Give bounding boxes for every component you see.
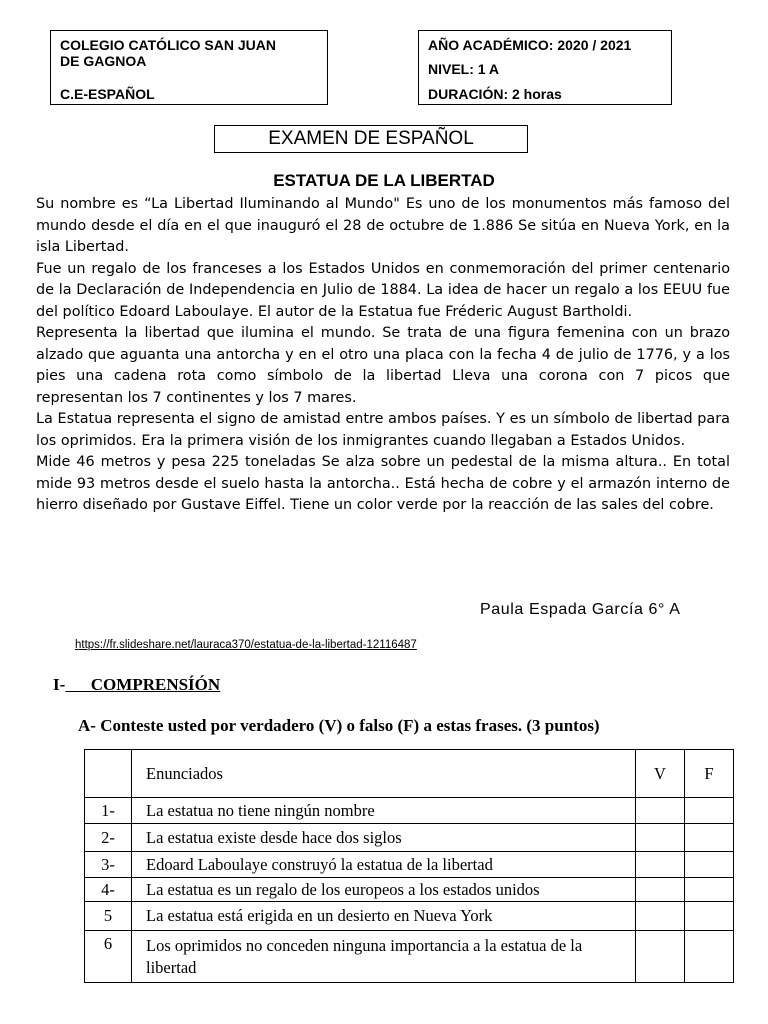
exam-info-box bbox=[418, 30, 672, 105]
answer-f-cell[interactable] bbox=[685, 824, 734, 852]
table-row bbox=[85, 931, 734, 983]
passage-paragraph: Fue un regalo de los franceses a los Estados Unidos en conmemoración del primer centenario de la Declaración de Independencia en Julio de 1884. La idea de hacer un regalo a los EEUU fue del político Edoard Laboulaye. El autor de la Estatua fue Fréderic August Bartholdi. bbox=[36, 260, 730, 320]
row-statement: La estatua no tiene ningún nombre bbox=[132, 798, 636, 824]
exam-title: EXAMEN DE ESPAÑOL bbox=[214, 125, 528, 153]
row-number: 2- bbox=[85, 824, 132, 852]
reading-title: ESTATUA DE LA LIBERTAD bbox=[273, 171, 495, 190]
row-statement: Los oprimidos no conceden ninguna importancia a la estatua de la libertad bbox=[132, 931, 636, 983]
row-number: 1- bbox=[85, 798, 132, 824]
answer-v-cell[interactable] bbox=[636, 852, 685, 878]
passage-paragraph: Su nombre es “La Libertad Iluminando al Mundo" Es uno de los monumentos más famoso del mundo desde el día en el que inauguró el 28 de octubre de 1.886 Se sitúa en Nueva York, en la isla Libertad. bbox=[36, 196, 730, 255]
school-name-line2: DE GAGNOA bbox=[60, 53, 147, 69]
section-number: I- bbox=[53, 675, 66, 694]
header-f: F bbox=[685, 750, 734, 798]
answer-v-cell[interactable] bbox=[636, 824, 685, 852]
answer-v-cell[interactable] bbox=[636, 878, 685, 902]
header-number-cell bbox=[85, 750, 132, 798]
table-row bbox=[85, 852, 734, 878]
passage-paragraph: Mide 46 metros y pesa 225 toneladas Se alza sobre un pedestal de la misma altura.. En total mide 93 metros desde el suelo hasta la antorcha.. Está hecha de cobre y el armazón interno de hierro diseñado por Gustave Eiffel. Tiene un color verde por la reacción de las sales del cobre. bbox=[36, 454, 730, 513]
row-number: 5 bbox=[85, 902, 132, 931]
table-row bbox=[85, 878, 734, 902]
row-statement: Edoard Laboulaye construyó la estatua de la libertad bbox=[132, 852, 636, 878]
exercise-instruction: A- Conteste usted por verdadero (V) o falso (F) a estas frases. (3 puntos) bbox=[78, 716, 600, 735]
section-heading bbox=[53, 675, 220, 695]
duration: DURACIÓN: 2 horas bbox=[428, 86, 562, 102]
school-name-line1: COLEGIO CATÓLICO SAN JUAN bbox=[60, 37, 276, 53]
answer-v-cell[interactable] bbox=[636, 798, 685, 824]
table-row bbox=[85, 902, 734, 931]
answer-f-cell[interactable] bbox=[685, 878, 734, 902]
row-number: 4- bbox=[85, 878, 132, 902]
answer-f-cell[interactable] bbox=[685, 902, 734, 931]
answer-f-cell[interactable] bbox=[685, 931, 734, 983]
row-statement: La estatua está erigida en un desierto en Nueva York bbox=[132, 902, 636, 931]
source-link[interactable]: https://fr.slideshare.net/lauraca370/estatua-de-la-libertad-12116487 bbox=[75, 639, 417, 651]
academic-year: AÑO ACADÉMICO: 2020 / 2021 bbox=[428, 37, 632, 53]
answer-v-cell[interactable] bbox=[636, 931, 685, 983]
row-number: 6 bbox=[85, 931, 132, 983]
header-statements: Enunciados bbox=[132, 750, 636, 798]
table-row bbox=[85, 824, 734, 852]
passage-paragraph: La Estatua representa el signo de amistad entre ambos países. Y es un símbolo de libertad para los oprimidos. Era la primera visión de los inmigrantes cuando llegaban a Estados Unidos. bbox=[36, 411, 730, 449]
section-title: COMPRENSÍÓN bbox=[90, 675, 221, 694]
table-header-row bbox=[85, 750, 734, 798]
row-number: 3- bbox=[85, 852, 132, 878]
reading-passage bbox=[36, 194, 730, 517]
level: NIVEL: 1 A bbox=[428, 61, 500, 77]
answer-f-cell[interactable] bbox=[685, 798, 734, 824]
row-statement: La estatua es un regalo de los europeos a los estados unidos bbox=[132, 878, 636, 902]
row-statement: La estatua existe desde hace dos siglos bbox=[132, 824, 636, 852]
header-v: V bbox=[636, 750, 685, 798]
school-info-box bbox=[50, 30, 328, 105]
true-false-table bbox=[84, 749, 734, 983]
table-row bbox=[85, 798, 734, 824]
passage-author: Paula Espada García 6° A bbox=[480, 601, 681, 618]
department: C.E-ESPAÑOL bbox=[60, 86, 155, 102]
answer-v-cell[interactable] bbox=[636, 902, 685, 931]
passage-paragraph: Representa la libertad que ilumina el mundo. Se trata de una figura femenina con un brazo alzado que aguanta una antorcha y en el otro una placa con la fecha 4 de julio de 1776, y a los pies una cadena rota como símbolo de la libertad Lleva una corona con 7 picos que representan los 7 continentes y los 7 mares. bbox=[36, 325, 730, 406]
answer-f-cell[interactable] bbox=[685, 852, 734, 878]
